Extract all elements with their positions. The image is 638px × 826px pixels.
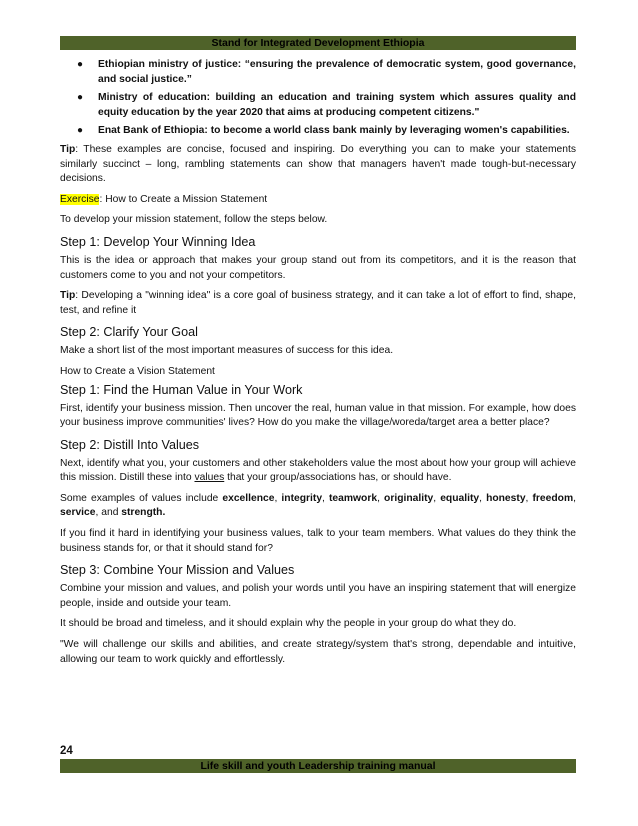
footer-title: Life skill and youth Leadership training manual bbox=[200, 760, 436, 772]
page-header-band bbox=[60, 36, 576, 50]
intro-paragraph: To develop your mission statement, follow the steps below. bbox=[60, 214, 328, 226]
value-word: freedom bbox=[532, 492, 574, 504]
value-separator: , bbox=[322, 492, 329, 504]
step1-heading: Step 1: Develop Your Winning Idea bbox=[60, 234, 256, 249]
exercise-paragraph: Exercise: How to Create a Mission Statement bbox=[60, 193, 268, 205]
value-separator: , bbox=[377, 492, 385, 504]
tip2-paragraph: Tip: Developing a "winning idea" is a core goal of business strategy, and it can take a lot of effort to find, shape, test, and refine it bbox=[60, 290, 576, 316]
bullet-icon: ● bbox=[77, 59, 84, 70]
vstep3-heading: Step 3: Combine Your Mission and Values bbox=[60, 563, 295, 578]
value-word: strength. bbox=[121, 507, 166, 519]
value-separator: , bbox=[433, 492, 441, 504]
header-title: Stand for Integrated Development Ethiopia bbox=[211, 37, 425, 49]
vstep3-text2: It should be broad and timeless, and it should explain why the people in your group do what they do. bbox=[60, 618, 517, 630]
value-separator: , bbox=[573, 492, 576, 504]
vstep3-text1: Combine your mission and values, and polish your words until you have an inspiring statement that will energize people, inside and outside your team. bbox=[60, 583, 576, 609]
examples-list bbox=[60, 58, 576, 139]
values-examples: Some examples of values include excellence, integrity, teamwork, originality, equality, honesty, freedom, service, and strength. bbox=[60, 492, 576, 519]
vstep1-text: First, identify your business mission. Then uncover the real, human value in that mission. For example, how does your business improve communities' lives? How do you make the village/woreda/target area a better place? bbox=[60, 402, 576, 429]
page-footer-band bbox=[60, 759, 576, 773]
vstep1-heading: Step 1: Find the Human Value in Your Work bbox=[60, 382, 303, 397]
list-item: ● Enat Bank of Ethiopia: to become a world class bank mainly by leveraging women's capabilities. bbox=[60, 124, 576, 139]
bullet-icon: ● bbox=[77, 125, 84, 137]
exercise-label: Exercise bbox=[60, 193, 100, 205]
value-word: equality bbox=[440, 492, 480, 504]
vstep2-followup: If you find it hard in identifying your business values, talk to your team members. What values do they think the business stands for, or that it should stand for? bbox=[60, 528, 576, 554]
value-separator: , and bbox=[95, 507, 122, 519]
value-word: teamwork bbox=[329, 492, 378, 504]
step1-text: This is the idea or approach that makes your group stand out from its competitors, and it is the reason that customers come to you and not your competitors. bbox=[60, 254, 576, 281]
value-separator: , bbox=[479, 492, 487, 504]
value-word: originality bbox=[384, 492, 434, 504]
document-body bbox=[60, 58, 576, 673]
tip-label: Tip bbox=[60, 290, 76, 302]
bullet-icon: ● bbox=[77, 92, 84, 104]
list-item: ● Ministry of education: building an education and training system which assures quality and equity education by the year 2020 that aims at producing competent citizens." bbox=[77, 92, 576, 118]
value-word: integrity bbox=[281, 492, 323, 504]
page-number: 24 bbox=[60, 745, 73, 757]
vstep2-heading: Step 2: Distill Into Values bbox=[60, 437, 200, 452]
tip-label: Tip bbox=[60, 143, 76, 155]
vision-title: How to Create a Vision Statement bbox=[60, 365, 215, 377]
value-separator: , bbox=[274, 492, 282, 504]
value-word: honesty bbox=[486, 492, 526, 504]
value-word: excellence bbox=[222, 492, 275, 504]
list-item: ● Ethiopian ministry of justice: “ensuring the prevalence of democratic system, good governance, and social justice.” bbox=[77, 59, 576, 85]
step2-heading: Step 2: Clarify Your Goal bbox=[60, 325, 198, 340]
vstep3-quote: "We will challenge our skills and abilities, and create strategy/system that's strong, dependable and intuitive, allowing our team to work quickly and effortlessly. bbox=[60, 639, 576, 665]
step2-text: Make a short list of the most important measures of success for this idea. bbox=[60, 345, 394, 357]
tip-paragraph: Tip: These examples are concise, focused and inspiring. Do everything you can to make your statements similarly succinct – long, rambling statements can show that managers haven't made tough-but-necessary decisions. bbox=[60, 143, 576, 185]
vstep2-text: Next, identify what you, your customers and other stakeholders value the most about how your group will achieve this mission. Distill these into values that your group/associations has, or should have. bbox=[60, 457, 576, 484]
value-separator: , bbox=[525, 492, 533, 504]
value-word: service bbox=[60, 507, 96, 519]
